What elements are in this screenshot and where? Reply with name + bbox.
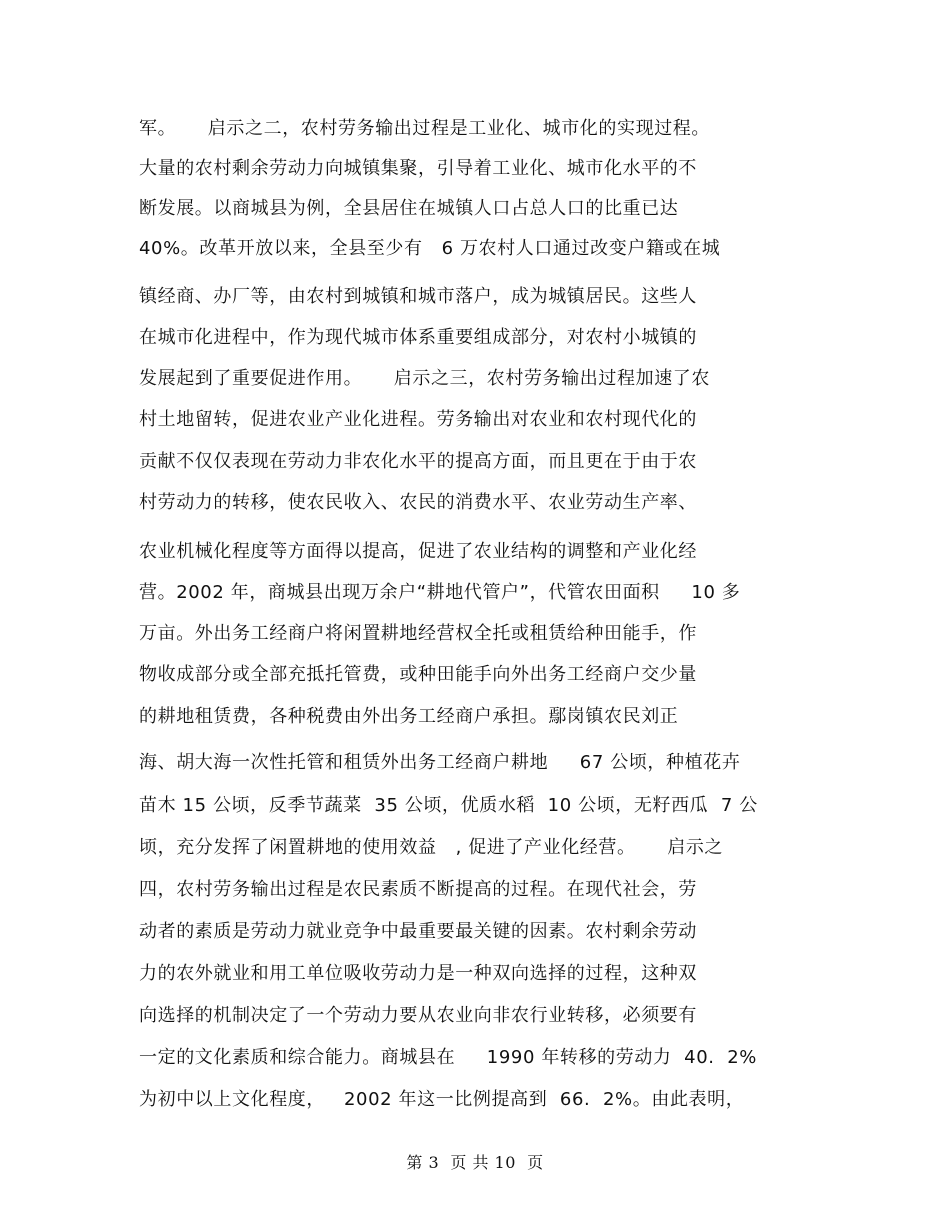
text-line: 贡献不仅仅表现在劳动力非农化水平的提高方面，而且更在于由于农 bbox=[139, 451, 697, 472]
text-line: 断发展。以商城县为例，全县居住在城镇人口占总人口的比重已达 bbox=[139, 198, 679, 219]
text-line: 村劳动力的转移，使农民收入、农民的消费水平、农业劳动生产率、 bbox=[139, 492, 697, 513]
text-line: 村土地留转，促进农业产业化进程。劳务输出对农业和农村现代化的 bbox=[139, 409, 697, 430]
text-line: 顷，充分发挥了闲置耕地的使用效益 , 促进了产业化经营。 启示之 bbox=[139, 837, 724, 858]
text-line: 农业机械化程度等方面得以提高，促进了农业结构的调整和产业化经 bbox=[139, 541, 697, 562]
text-line: 镇经商、办厂等，由农村到城镇和城市落户，成为城镇居民。这些人 bbox=[139, 286, 697, 307]
text-line: 物收成部分或全部充抵托管费，或种田能手向外出务工经商户交少量 bbox=[139, 664, 697, 685]
text-line: 发展起到了重要促进作用。 启示之三，农村劳务输出过程加速了农 bbox=[139, 368, 711, 389]
text-line: 营。2002 年，商城县出现万余户“耕地代管户”，代管农田面积 10 多 bbox=[139, 582, 741, 603]
text-line: 力的农外就业和用工单位吸收劳动力是一种双向选择的过程，这种双 bbox=[139, 963, 697, 984]
text-line: 向选择的机制决定了一个劳动力要从农业向非农行业转移，必须要有 bbox=[139, 1005, 697, 1026]
text-line: 万亩。外出务工经商户将闲置耕地经营权全托或租赁给种田能手，作 bbox=[139, 623, 697, 644]
text-line: 为初中以上文化程度， 2002 年这一比例提高到 66. 2%。由此表明， bbox=[139, 1089, 745, 1110]
page-number-footer: 第 3 页 共 10 页 bbox=[406, 1153, 544, 1172]
text-line: 大量的农村剩余劳动力向城镇集聚，引导着工业化、城市化水平的不 bbox=[139, 158, 697, 179]
text-line: 动者的素质是劳动力就业竞争中最重要最关键的因素。农村剩余劳动 bbox=[139, 921, 697, 942]
text-line: 海、胡大海一次性托管和租赁外出务工经商户耕地 67 公顷，种植花卉 bbox=[139, 752, 741, 773]
text-line: 四，农村劳务输出过程是农民素质不断提高的过程。在现代社会，劳 bbox=[139, 879, 697, 900]
text-line: 苗木 15 公顷，反季节蔬菜 35 公顷，优质水稻 10 公顷，无籽西瓜 7 公 bbox=[139, 795, 758, 816]
text-line: 一定的文化素质和综合能力。商城县在 1990 年转移的劳动力 40. 2% bbox=[139, 1047, 758, 1068]
text-line: 军。 启示之二，农村劳务输出过程是工业化、城市化的实现过程。 bbox=[139, 118, 711, 139]
text-line: 在城市化进程中，作为现代城市体系重要组成部分，对农村小城镇的 bbox=[139, 327, 697, 348]
text-line: 40%。改革开放以来，全县至少有 6 万农村人口通过改变户籍或在城 bbox=[139, 238, 721, 259]
text-line: 的耕地租赁费，各种税费由外出务工经商户承担。鄢岗镇农民刘正 bbox=[139, 706, 679, 727]
